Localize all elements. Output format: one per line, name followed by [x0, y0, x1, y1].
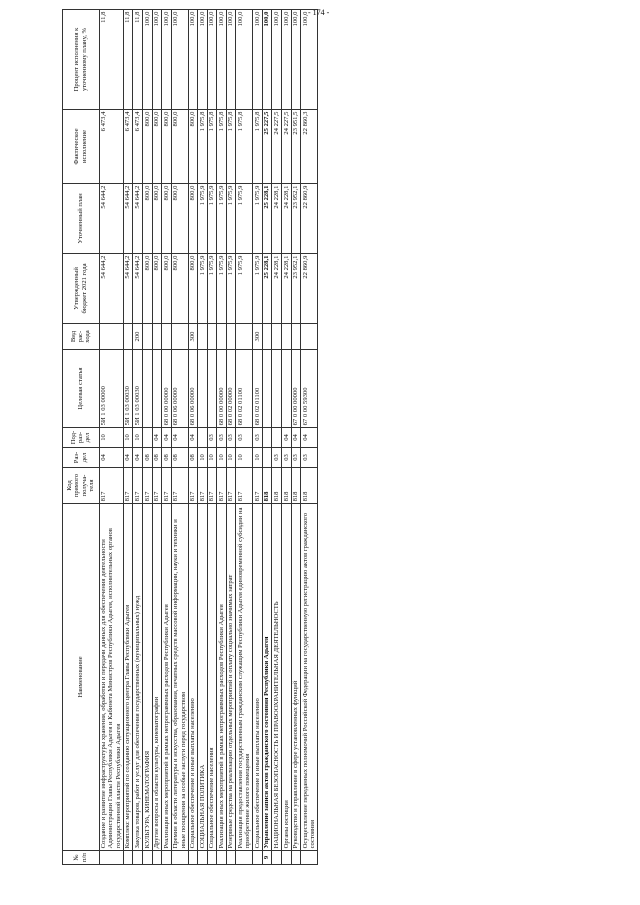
cell-approved: 54 644,2 — [123, 254, 133, 324]
cell-article — [142, 350, 152, 428]
cell-actual: 800,0 — [162, 110, 172, 184]
cell-razdel: 08 — [171, 448, 188, 468]
cell-refined: 1 975,9 — [236, 184, 253, 254]
table-row — [162, 10, 172, 865]
cell-actual: 800,0 — [152, 110, 162, 184]
cell-num — [272, 851, 282, 865]
table-row — [99, 10, 123, 865]
cell-code: 817 — [207, 468, 217, 504]
cell-razdel: 03 — [272, 448, 282, 468]
table-row — [198, 10, 208, 865]
cell-percent: 100,0 — [301, 10, 318, 110]
header-article: Целевая статья — [63, 350, 100, 428]
cell-podrazdel: 03 — [236, 428, 253, 448]
cell-refined: 54 644,2 — [99, 184, 123, 254]
cell-name: Социальное обеспечение и иные выплаты населению — [188, 504, 198, 851]
table-row — [207, 10, 217, 865]
cell-podrazdel — [262, 428, 272, 448]
cell-approved: 24 228,1 — [282, 254, 292, 324]
cell-refined: 1 975,9 — [207, 184, 217, 254]
cell-name: Руководство и управление в сфере установленных функций — [291, 504, 301, 851]
cell-razdel: 04 — [133, 448, 143, 468]
cell-percent: 100,0 — [291, 10, 301, 110]
cell-actual: 1 975,8 — [253, 110, 263, 184]
cell-razdel: 04 — [123, 448, 133, 468]
cell-code: 818 — [291, 468, 301, 504]
cell-code: 817 — [188, 468, 198, 504]
cell-razdel: 10 — [253, 448, 263, 468]
cell-refined: 1 975,9 — [217, 184, 227, 254]
table-row — [217, 10, 227, 865]
cell-podrazdel: 04 — [301, 428, 318, 448]
header-razdel: Раз-дел — [63, 448, 100, 468]
cell-code: 817 — [152, 468, 162, 504]
cell-actual: 800,0 — [188, 110, 198, 184]
header-num: № п/п — [63, 851, 100, 865]
cell-article — [272, 350, 282, 428]
cell-actual: 1 975,8 — [226, 110, 236, 184]
cell-article — [282, 350, 292, 428]
cell-vid — [301, 324, 318, 350]
cell-actual: 24 227,5 — [282, 110, 292, 184]
cell-podrazdel — [198, 428, 208, 448]
cell-podrazdel: 04 — [291, 428, 301, 448]
cell-num — [99, 851, 123, 865]
cell-podrazdel: 10 — [123, 428, 133, 448]
cell-num — [301, 851, 318, 865]
cell-num — [226, 851, 236, 865]
cell-approved: 800,0 — [188, 254, 198, 324]
cell-code: 817 — [162, 468, 172, 504]
table-row — [133, 10, 143, 865]
cell-actual: 1 975,8 — [236, 110, 253, 184]
cell-vid — [262, 324, 272, 350]
cell-article: 68 0 00 00000 — [217, 350, 227, 428]
cell-approved: 24 228,1 — [272, 254, 282, 324]
cell-vid — [142, 324, 152, 350]
cell-podrazdel: 03 — [217, 428, 227, 448]
cell-podrazdel: 04 — [171, 428, 188, 448]
cell-name: Социальное обеспечение и иные выплаты населению — [253, 504, 263, 851]
cell-vid — [162, 324, 172, 350]
header-percent: Процент исполнения к уточненному плану, % — [63, 10, 100, 110]
cell-article — [198, 350, 208, 428]
cell-code: 817 — [226, 468, 236, 504]
cell-vid — [152, 324, 162, 350]
cell-podrazdel — [272, 428, 282, 448]
table-row — [272, 10, 282, 865]
cell-percent: 100,0 — [198, 10, 208, 110]
cell-num — [217, 851, 227, 865]
cell-razdel: 04 — [99, 448, 123, 468]
cell-percent: 100,0 — [207, 10, 217, 110]
budget-table — [62, 9, 318, 865]
cell-refined: 25 228,1 — [262, 184, 272, 254]
cell-actual: 800,0 — [171, 110, 188, 184]
cell-num — [291, 851, 301, 865]
cell-code: 817 — [217, 468, 227, 504]
cell-article: 5И 1 03 00000 — [99, 350, 123, 428]
cell-refined: 1 975,9 — [226, 184, 236, 254]
cell-podrazdel: 04 — [152, 428, 162, 448]
cell-approved: 1 975,9 — [226, 254, 236, 324]
cell-percent: 11,8 — [133, 10, 143, 110]
cell-razdel: 03 — [301, 448, 318, 468]
cell-podrazdel: 10 — [99, 428, 123, 448]
cell-razdel: 10 — [236, 448, 253, 468]
cell-approved: 1 975,9 — [207, 254, 217, 324]
cell-code: 817 — [253, 468, 263, 504]
cell-actual: 23 951,5 — [291, 110, 301, 184]
cell-article: 68 0 00 00000 — [162, 350, 172, 428]
cell-refined: 800,0 — [162, 184, 172, 254]
cell-podrazdel: 04 — [282, 428, 292, 448]
cell-num — [133, 851, 143, 865]
cell-approved: 800,0 — [171, 254, 188, 324]
cell-code: 817 — [171, 468, 188, 504]
cell-actual: 800,0 — [142, 110, 152, 184]
cell-vid — [198, 324, 208, 350]
cell-num — [207, 851, 217, 865]
cell-name: Осуществление переданных полномочий Российской Федерации на государственную регистрацию актов гражданского состояния — [301, 504, 318, 851]
cell-article — [262, 350, 272, 428]
cell-percent: 100,0 — [188, 10, 198, 110]
cell-approved: 54 644,2 — [133, 254, 143, 324]
table-row — [253, 10, 263, 865]
cell-vid — [226, 324, 236, 350]
cell-approved: 800,0 — [142, 254, 152, 324]
cell-razdel: 08 — [142, 448, 152, 468]
cell-refined: 1 975,9 — [253, 184, 263, 254]
cell-razdel: 10 — [226, 448, 236, 468]
cell-vid — [217, 324, 227, 350]
cell-percent: 100,0 — [262, 10, 272, 110]
cell-vid — [99, 324, 123, 350]
header-actual: Фактическое исполнение — [63, 110, 100, 184]
cell-name: Создание и развитие инфраструктуры хранения, обработки и передачи данных для обеспечения деятельности Администрации Главы Республики Адыгея и Кабинета Министров Республики Адыгея, исполнительных органов государственной власти Республики Адыгея — [99, 504, 123, 851]
cell-num — [282, 851, 292, 865]
table-row — [262, 10, 272, 865]
cell-razdel: 10 — [198, 448, 208, 468]
cell-percent: 100,0 — [152, 10, 162, 110]
cell-vid: 300 — [253, 324, 263, 350]
cell-refined: 54 644,2 — [123, 184, 133, 254]
cell-vid — [291, 324, 301, 350]
cell-razdel: 08 — [188, 448, 198, 468]
header-code: Код прямого получа-теля — [63, 468, 100, 504]
cell-actual: 24 227,5 — [272, 110, 282, 184]
cell-approved: 1 975,9 — [236, 254, 253, 324]
header-row — [63, 10, 100, 865]
cell-num — [171, 851, 188, 865]
cell-name: НАЦИОНАЛЬНАЯ БЕЗОПАСНОСТЬ И ПРАВООХРАНИТЕЛЬНАЯ ДЕЯТЕЛЬНОСТЬ — [272, 504, 282, 851]
cell-num — [152, 851, 162, 865]
cell-approved: 23 952,1 — [291, 254, 301, 324]
cell-podrazdel: 10 — [133, 428, 143, 448]
cell-code: 818 — [301, 468, 318, 504]
cell-percent: 11,8 — [99, 10, 123, 110]
cell-razdel: 08 — [152, 448, 162, 468]
cell-article: 5И 1 03 00030 — [133, 350, 143, 428]
cell-vid — [123, 324, 133, 350]
cell-refined: 24 228,1 — [282, 184, 292, 254]
cell-razdel — [262, 448, 272, 468]
cell-num — [236, 851, 253, 865]
cell-vid: 200 — [133, 324, 143, 350]
cell-percent: 100,0 — [226, 10, 236, 110]
cell-actual: 1 975,8 — [217, 110, 227, 184]
cell-approved: 1 975,9 — [217, 254, 227, 324]
cell-name: Реализация предоставления государственным гражданским служащим Республики Адыгея единовременной субсидии на приобретение жилого помещения — [236, 504, 253, 851]
cell-actual: 25 227,5 — [262, 110, 272, 184]
cell-num — [162, 851, 172, 865]
cell-razdel: 03 — [291, 448, 301, 468]
cell-name: Комплекс мероприятий по созданию ситуационного центра Главы Республики Адыгея — [123, 504, 133, 851]
cell-actual: 22 860,3 — [301, 110, 318, 184]
cell-code: 817 — [123, 468, 133, 504]
header-approved: Утвержденный бюджет 2021 года — [63, 254, 100, 324]
table-row — [152, 10, 162, 865]
cell-article: 5И 1 03 00030 — [123, 350, 133, 428]
cell-name: Управление записи актов гражданского состояния Республики Адыгея — [262, 504, 272, 851]
cell-podrazdel: 04 — [188, 428, 198, 448]
cell-percent: 100,0 — [272, 10, 282, 110]
header-name: Наименование — [63, 504, 100, 851]
cell-razdel: 08 — [162, 448, 172, 468]
cell-approved: 1 975,9 — [253, 254, 263, 324]
cell-vid: 300 — [188, 324, 198, 350]
cell-refined: 22 860,9 — [301, 184, 318, 254]
cell-percent: 100,0 — [171, 10, 188, 110]
cell-article — [152, 350, 162, 428]
table-row — [282, 10, 292, 865]
cell-percent: 100,0 — [162, 10, 172, 110]
cell-podrazdel: 03 — [226, 428, 236, 448]
cell-refined: 23 952,1 — [291, 184, 301, 254]
cell-actual: 6 473,4 — [99, 110, 123, 184]
cell-refined: 800,0 — [152, 184, 162, 254]
cell-num — [188, 851, 198, 865]
cell-vid — [282, 324, 292, 350]
cell-article: 67 0 00 59300 — [301, 350, 318, 428]
cell-article: 68 0 02 01100 — [236, 350, 253, 428]
cell-code: 817 — [198, 468, 208, 504]
table-row — [291, 10, 301, 865]
table-row — [188, 10, 198, 865]
cell-refined: 1 975,9 — [198, 184, 208, 254]
cell-approved: 1 975,9 — [198, 254, 208, 324]
table-row — [226, 10, 236, 865]
cell-vid — [272, 324, 282, 350]
cell-article: 68 0 02 00000 — [226, 350, 236, 428]
table-row — [142, 10, 152, 865]
cell-podrazdel: 04 — [162, 428, 172, 448]
cell-article: 67 0 00 00000 — [291, 350, 301, 428]
table-row — [171, 10, 188, 865]
cell-name: Реализация иных мероприятий в рамках непрограммных расходов Республики Адыгея — [162, 504, 172, 851]
cell-article — [207, 350, 217, 428]
cell-name: Премии в области литературы и искусства, образования, печатных средств массовой информации, науки и техники и иные поощрения за особые заслуги перед государством — [171, 504, 188, 851]
cell-refined: 800,0 — [142, 184, 152, 254]
cell-name: КУЛЬТУРА, КИНЕМАТОГРАФИЯ — [142, 504, 152, 851]
cell-percent: 100,0 — [236, 10, 253, 110]
cell-refined: 54 644,2 — [133, 184, 143, 254]
cell-code: 817 — [142, 468, 152, 504]
cell-razdel: 10 — [207, 448, 217, 468]
header-refined: Уточненный план — [63, 184, 100, 254]
header-vid: Вид рас-хода — [63, 324, 100, 350]
cell-refined: 24 228,1 — [272, 184, 282, 254]
cell-num — [198, 851, 208, 865]
cell-article: 68 0 06 00000 — [188, 350, 198, 428]
cell-podrazdel: 03 — [253, 428, 263, 448]
cell-vid — [236, 324, 253, 350]
cell-name: Закупка товаров, работ и услуг для обеспечения государственных (муниципальных) нужд — [133, 504, 143, 851]
cell-name: СОЦИАЛЬНАЯ ПОЛИТИКА — [198, 504, 208, 851]
cell-percent: 100,0 — [253, 10, 263, 110]
cell-razdel: 03 — [282, 448, 292, 468]
cell-actual: 6 473,4 — [133, 110, 143, 184]
cell-num — [253, 851, 263, 865]
cell-percent: 11,8 — [123, 10, 133, 110]
cell-actual: 1 975,8 — [207, 110, 217, 184]
cell-code: 817 — [236, 468, 253, 504]
cell-num: 9 — [262, 851, 272, 865]
cell-num — [123, 851, 133, 865]
cell-name: Реализация иных мероприятий в рамках непрограммных расходов Республики Адыгея — [217, 504, 227, 851]
cell-name: Резервные средства на реализацию отдельных мероприятий и оплату социально значимых затрат — [226, 504, 236, 851]
cell-approved: 54 644,2 — [99, 254, 123, 324]
cell-percent: 100,0 — [217, 10, 227, 110]
cell-percent: 100,0 — [282, 10, 292, 110]
cell-percent: 100,0 — [142, 10, 152, 110]
cell-num — [142, 851, 152, 865]
cell-refined: 800,0 — [188, 184, 198, 254]
cell-razdel: 10 — [217, 448, 227, 468]
header-podrazdel: Под-раз-дел — [63, 428, 100, 448]
cell-actual: 1 975,8 — [198, 110, 208, 184]
cell-code: 817 — [99, 468, 123, 504]
cell-approved: 800,0 — [162, 254, 172, 324]
table-row — [123, 10, 133, 865]
cell-vid — [207, 324, 217, 350]
table-row — [301, 10, 318, 865]
table-row — [236, 10, 253, 865]
cell-approved: 800,0 — [152, 254, 162, 324]
cell-article: 68 0 06 00000 — [171, 350, 188, 428]
cell-code: 817 — [133, 468, 143, 504]
cell-article: 68 0 02 01100 — [253, 350, 263, 428]
cell-approved: 22 860,9 — [301, 254, 318, 324]
cell-name: Органы юстиции — [282, 504, 292, 851]
cell-refined: 800,0 — [171, 184, 188, 254]
cell-name: Другие вопросы в области культуры, кинематографии — [152, 504, 162, 851]
cell-actual: 6 473,4 — [123, 110, 133, 184]
cell-code: 818 — [282, 468, 292, 504]
cell-code: 818 — [262, 468, 272, 504]
cell-approved: 25 228,1 — [262, 254, 272, 324]
page-number: - 174 - — [308, 8, 330, 17]
cell-vid — [171, 324, 188, 350]
cell-code: 818 — [272, 468, 282, 504]
cell-podrazdel: 03 — [207, 428, 217, 448]
cell-podrazdel — [142, 428, 152, 448]
cell-name: Социальное обеспечение населения — [207, 504, 217, 851]
